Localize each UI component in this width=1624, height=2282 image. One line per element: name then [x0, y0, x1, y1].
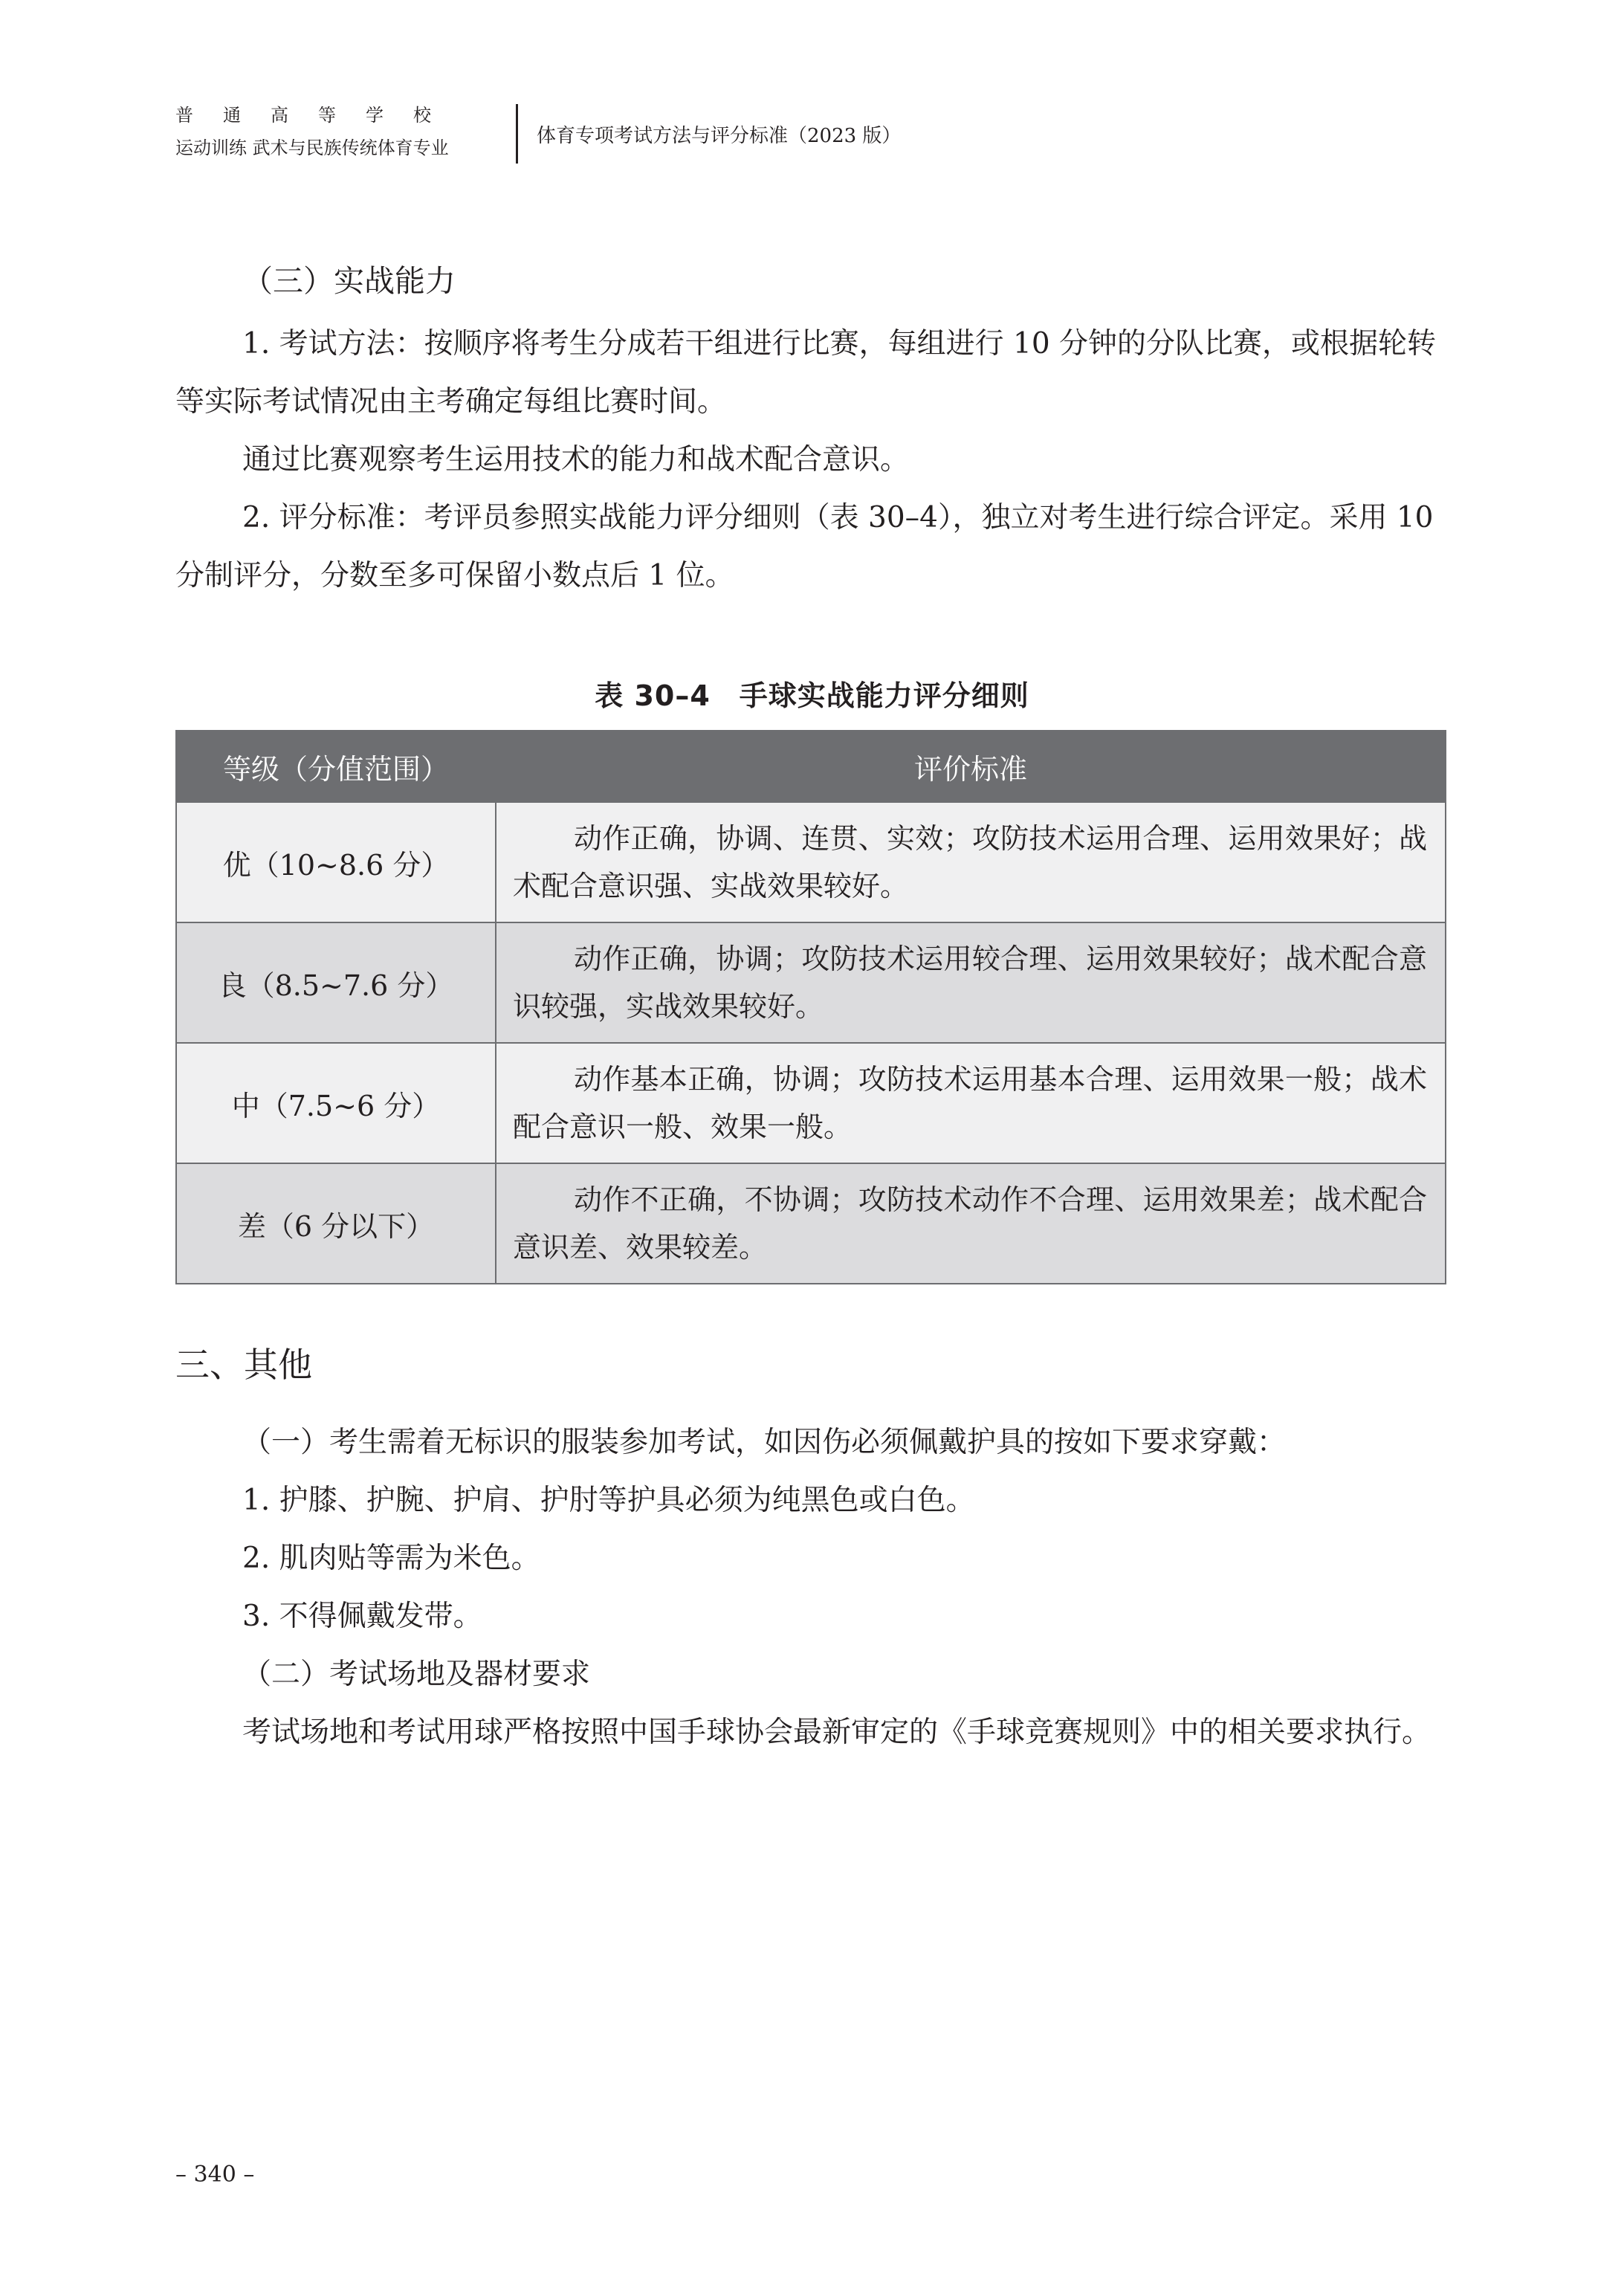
list-item: 3. 不得佩戴发带。 [242, 1600, 482, 1633]
table-caption: 表 30–4 手球实战能力评分细则 [595, 679, 1029, 712]
header-book-title: 体育专项考试方法与评分标准（2023 版） [537, 125, 902, 147]
level-cell: 差（6 分以下） [176, 1163, 496, 1284]
level-cell: 优（10~8.6 分） [176, 802, 496, 922]
table-row [176, 922, 1446, 1043]
criteria-text: 动作正确，协调；攻防技术运用较合理、运用效果较好；战术配合意识较强，实战效果较好。 [513, 943, 1427, 1023]
header-divider [516, 104, 518, 164]
observation-paragraph: 通过比赛观察考生运用技术的能力和战术配合意识。 [242, 443, 910, 476]
header-series-line1: 普通高等学校 [175, 105, 461, 126]
criteria-text: 动作不正确，不协调；攻防技术动作不合理、运用效果差；战术配合意识差、效果较差。 [513, 1183, 1427, 1264]
venue-requirement-paragraph: 考试场地和考试用球严格按照中国手球协会最新审定的《手球竞赛规则》中的相关要求执行。 [242, 1716, 1431, 1749]
criteria-text: 动作正确，协调、连贯、实效；攻防技术运用合理、运用效果好；战术配合意识强、实战效果较好。 [513, 822, 1427, 902]
exam-method-block [175, 315, 1454, 605]
header-series-line2: 运动训练 武术与民族传统体育专业 [175, 138, 449, 158]
criteria-text: 动作基本正确，协调；攻防技术运用基本合理、运用效果一般；战术配合意识一般、效果一般。 [513, 1063, 1427, 1143]
criteria-cell [496, 1043, 1446, 1163]
table-row [176, 1163, 1446, 1284]
section-title: 三、其他 [175, 1345, 312, 1385]
table-row [176, 802, 1446, 922]
header-level: 等级（分值范围） [176, 731, 496, 802]
other-section-body [175, 1414, 1454, 1762]
scoring-table [175, 730, 1446, 1284]
criteria-cell [496, 1163, 1446, 1284]
criteria-cell [496, 922, 1446, 1043]
table-header-row [176, 731, 1446, 802]
scoring-paragraph: 2. 评分标准：考评员参照实战能力评分细则（表 30–4），独立对考生进行综合评定。采用 10 分制评分，分数至多可保留小数点后 1 位。 [175, 501, 1434, 592]
header-criteria: 评价标准 [496, 731, 1446, 802]
list-item: 2. 肌肉贴等需为米色。 [242, 1542, 540, 1575]
page-number: – 340 – [175, 2162, 255, 2188]
subsection-title: （三）实战能力 [242, 263, 456, 299]
exam-method-paragraph: 1. 考试方法：按顺序将考生分成若干组进行比赛，每组进行 10 分钟的分队比赛，或根据轮转等实际考试情况由主考确定每组比赛时间。 [175, 327, 1437, 418]
list-item: 1. 护膝、护腕、护肩、护肘等护具必须为纯黑色或白色。 [242, 1484, 975, 1517]
header-series [175, 104, 495, 159]
clothing-requirement: （一）考生需着无标识的服装参加考试，如因伤必须佩戴护具的按如下要求穿戴： [242, 1426, 1287, 1459]
level-cell: 良（8.5~7.6 分） [176, 922, 496, 1043]
level-cell: 中（7.5~6 分） [176, 1043, 496, 1163]
table-row [176, 1043, 1446, 1163]
criteria-cell [496, 802, 1446, 922]
venue-requirement-heading: （二）考试场地及器材要求 [242, 1658, 591, 1691]
